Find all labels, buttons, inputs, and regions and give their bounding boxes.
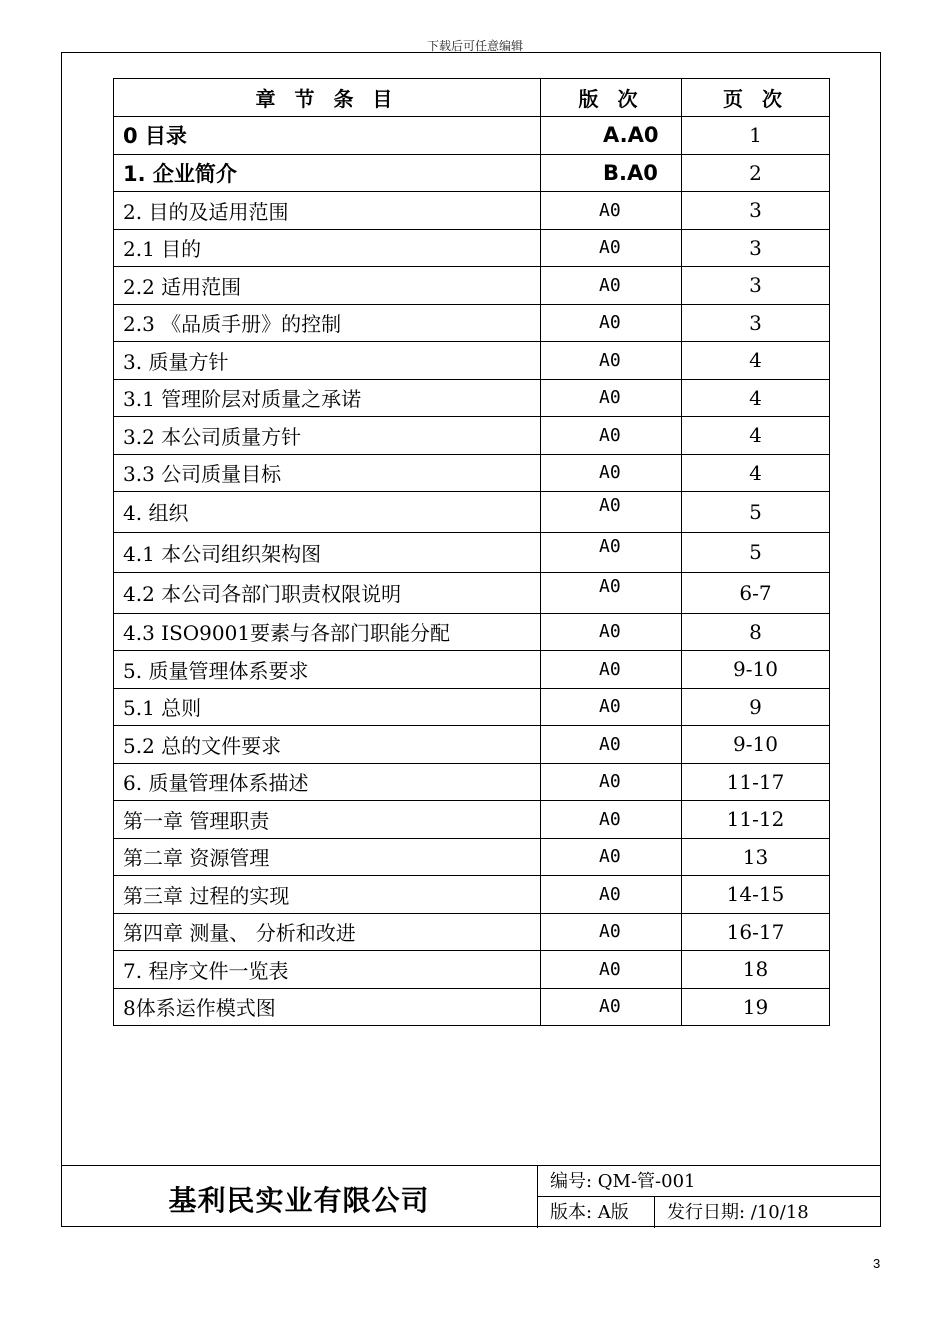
toc-row (114, 988, 830, 1026)
toc-row-version: A0 (541, 192, 682, 230)
toc-row-version: A0 (541, 417, 682, 455)
toc-row-title: 4.1 本公司组织架构图 (114, 532, 541, 573)
toc-row-page: 9-10 (682, 651, 830, 689)
toc-row-title: 3.3 公司质量目标 (114, 454, 541, 492)
toc-row-title: 4. 组织 (114, 492, 541, 533)
toc-row (114, 304, 830, 342)
toc-row-version: A0 (541, 801, 682, 839)
toc-row-page: 4 (682, 417, 830, 455)
toc-row-page: 9-10 (682, 726, 830, 764)
toc-row-title: 3. 质量方针 (114, 342, 541, 380)
header-note: 下载后可任意编辑 (426, 39, 523, 53)
toc-row-version: B.A0 (541, 154, 682, 192)
toc-row (114, 913, 830, 951)
toc-row-title: 4.3 ISO9001要素与各部门职能分配 (114, 613, 541, 651)
toc-row-version: A0 (541, 763, 682, 801)
toc-row-page: 6-7 (682, 573, 830, 614)
toc-row-title: 2.1 目的 (114, 229, 541, 267)
toc-row-version: A0 (541, 492, 682, 533)
toc-row-version: A0 (541, 838, 682, 876)
toc-row-version: A0 (541, 304, 682, 342)
issue-date: 发行日期: /10/18 (667, 1202, 809, 1223)
header-page: 页 次 (682, 79, 830, 117)
toc-row-title: 2.3 《品质手册》的控制 (114, 304, 541, 342)
toc-row (114, 613, 830, 651)
toc-row (114, 951, 830, 989)
toc-row (114, 229, 830, 267)
toc-row (114, 838, 830, 876)
toc-row-title: 4.2 本公司各部门职责权限说明 (114, 573, 541, 614)
toc-row (114, 454, 830, 492)
toc-row-title: 1. 企业简介 (114, 154, 541, 192)
toc-row-version: A0 (541, 988, 682, 1026)
toc-row-title: 5. 质量管理体系要求 (114, 651, 541, 689)
toc-row-page: 3 (682, 229, 830, 267)
toc-row-version: A0 (541, 454, 682, 492)
toc-row (114, 379, 830, 417)
toc-row-version: A0 (541, 573, 682, 614)
toc-row-page: 4 (682, 454, 830, 492)
toc-row-page: 5 (682, 492, 830, 533)
toc-row-page: 8 (682, 613, 830, 651)
toc-row-page: 5 (682, 532, 830, 573)
toc-row-title: 6. 质量管理体系描述 (114, 763, 541, 801)
toc-row-page: 14-15 (682, 876, 830, 914)
toc-row-page: 3 (682, 267, 830, 305)
toc-row-page: 3 (682, 304, 830, 342)
toc-row (114, 651, 830, 689)
header-version: 版 次 (541, 79, 682, 117)
toc-row-version: A0 (541, 613, 682, 651)
toc-row-title: 3.2 本公司质量方针 (114, 417, 541, 455)
toc-row-version: A0 (541, 229, 682, 267)
header-chapter: 章 节 条 目 (114, 79, 541, 117)
document-version: 版本: A版 (538, 1197, 655, 1228)
toc-row (114, 117, 830, 155)
toc-row-title: 第四章 测量、 分析和改进 (114, 913, 541, 951)
toc-row-title: 2.2 适用范围 (114, 267, 541, 305)
document-footer (61, 1165, 881, 1227)
toc-row-version: A0 (541, 726, 682, 764)
page-number: 3 (873, 1256, 881, 1271)
toc-row-page: 16-17 (682, 913, 830, 951)
toc-row-version: A0 (541, 342, 682, 380)
toc-row-title: 第二章 资源管理 (114, 838, 541, 876)
toc-row (114, 267, 830, 305)
toc-row (114, 573, 830, 614)
toc-row-page: 1 (682, 117, 830, 155)
toc-row-page: 3 (682, 192, 830, 230)
toc-row (114, 342, 830, 380)
toc-row-page: 13 (682, 838, 830, 876)
toc-row-version: A0 (541, 532, 682, 573)
toc-row (114, 763, 830, 801)
toc-row-page: 11-17 (682, 763, 830, 801)
toc-row-version: A0 (541, 913, 682, 951)
toc-row-version: A.A0 (541, 117, 682, 155)
toc-row-title: 0 目录 (114, 117, 541, 155)
toc-row (114, 801, 830, 839)
toc-row-page: 4 (682, 342, 830, 380)
toc-table (113, 78, 830, 1026)
toc-row-version: A0 (541, 688, 682, 726)
company-name: 基利民实业有限公司 (61, 1166, 538, 1228)
toc-row-version: A0 (541, 951, 682, 989)
toc-row-title: 3.1 管理阶层对质量之承诺 (114, 379, 541, 417)
toc-row-title: 7. 程序文件一览表 (114, 951, 541, 989)
toc-row (114, 492, 830, 533)
toc-row-version: A0 (541, 876, 682, 914)
toc-row (114, 192, 830, 230)
toc-row-title: 5.1 总则 (114, 688, 541, 726)
document-code: 编号: QM-管-001 (538, 1166, 881, 1197)
toc-row-page: 2 (682, 154, 830, 192)
toc-row (114, 688, 830, 726)
toc-header-row (114, 79, 830, 117)
toc-row-title: 8体系运作模式图 (114, 988, 541, 1026)
toc-row-title: 第三章 过程的实现 (114, 876, 541, 914)
toc-row-version: A0 (541, 267, 682, 305)
toc-row (114, 876, 830, 914)
toc-row-title: 5.2 总的文件要求 (114, 726, 541, 764)
toc-row (114, 154, 830, 192)
toc-row (114, 417, 830, 455)
toc-row-title: 2. 目的及适用范围 (114, 192, 541, 230)
toc-row-page: 19 (682, 988, 830, 1026)
toc-row-title: 第一章 管理职责 (114, 801, 541, 839)
toc-row-page: 9 (682, 688, 830, 726)
toc-row (114, 726, 830, 764)
toc-row-version: A0 (541, 379, 682, 417)
toc-row (114, 532, 830, 573)
toc-row-page: 11-12 (682, 801, 830, 839)
toc-row-page: 18 (682, 951, 830, 989)
toc-row-page: 4 (682, 379, 830, 417)
toc-row-version: A0 (541, 651, 682, 689)
